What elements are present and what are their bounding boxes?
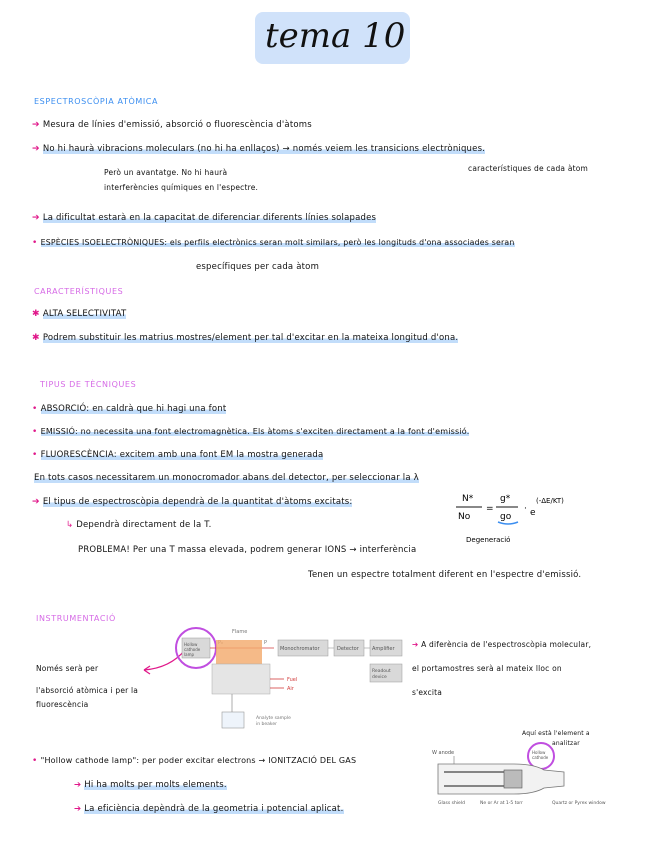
svg-text:Readout: Readout [372,669,391,674]
arrow-icon: ➔ [74,780,85,790]
paragraph: En tots casos necessitarem un monocromador abans del detector, per seleccionar la λ [34,473,419,483]
section-heading-techniques: TIPUS DE TÈCNIQUES [40,380,137,389]
svg-text:Flame: Flame [232,629,248,635]
paragraph: PROBLEMA! Per una T massa elevada, podrem generar IONS → interferència [78,545,417,555]
svg-text:Amplifier: Amplifier [372,646,395,652]
note-text: analitzar [552,740,580,747]
list-item: ➔ La eficiència depèndrà de la geometria i potencial aplicat. [74,804,344,814]
list-item: ➔ El tipus de espectroscòpia dependrà de la quantitat d'àtoms excitats: [32,497,353,507]
note-text: s'excita [412,688,443,697]
bullet-icon: • [32,756,41,766]
note-text: ➔ A diferència de l'espectroscòpia molecular, [412,640,592,649]
list-item: ✱ ALTA SELECTIVITAT [32,309,127,319]
hollow-cathode-lamp-diagram [424,742,606,812]
section-heading-instrumentation: INSTRUMENTACIÓ [36,614,116,623]
note-text: fluorescència [36,700,89,709]
svg-text:device: device [372,675,387,680]
svg-text:cathode: cathode [184,647,201,652]
svg-text:Hollow: Hollow [532,750,546,755]
svg-text:Ne or Ar at 1-5 torr: Ne or Ar at 1-5 torr [480,801,523,806]
page-title: tema 10 [265,16,406,56]
note-text: el portamostres serà al mateix lloc on [412,664,562,673]
note-text: Només serà per [36,664,99,673]
svg-text:Air: Air [287,686,294,692]
list-item: ✱ Podrem substituir les matrius mostres/element per tal d'excitar en la mateixa longitud d'ona. [32,333,459,343]
list-item: • ABSORCIÓ: en caldrà que hi hagi una font [32,404,227,414]
note-text: l'absorció atòmica i per la [36,686,139,695]
svg-text:Detector: Detector [337,646,359,652]
svg-text:cathode: cathode [532,755,549,760]
note-text: interferències químiques en l'espectre. [104,183,259,192]
svg-text:Monochromator: Monochromator [280,646,320,652]
arrow-icon: ➔ [74,804,85,814]
note-text: específiques per cada àtom [196,262,320,272]
star-icon: ✱ [32,333,43,343]
list-item: ➔ Mesura de línies d'emissió, absorció o fluorescència d'àtoms [32,120,312,130]
svg-text:lamp: lamp [184,652,194,657]
section-heading-characteristics: CARACTERÍSTIQUES [34,287,124,296]
svg-text:Glass shield: Glass shield [438,801,465,806]
bullet-icon: • [32,404,41,414]
bullet-icon: • [32,427,41,437]
bullet-icon: • [32,450,41,460]
star-icon: ✱ [32,309,43,319]
list-item: ➔ La dificultat estarà en la capacitat de diferenciar diferents línies solapades [32,213,377,223]
list-item: • ESPÈCIES ISOELECTRÒNIQUES: els perfils electrònics seran molt similars, però les longituds d'ona associades seran [32,238,515,248]
list-item: ➔ Hi ha molts per molts elements. [74,780,227,790]
section-heading-atomic: ESPECTROSCÒPIA ATÒMICA [34,97,159,106]
arrow-icon: ➔ [32,120,43,130]
list-item: • FLUORESCÈNCIA: excitem amb una font EM la mostra generada [32,450,324,460]
note-text: Però un avantatge. No hi haurà [104,168,228,177]
svg-text:Degeneració: Degeneració [466,536,511,544]
arrow-icon: ➔ [412,640,422,649]
list-item: • "Hollow cathode lamp": per poder excitar electrons → IONITZACIÓ DEL GAS [32,756,357,766]
list-item: ➔ No hi haurà vibracions moleculars (no hi ha enllaços) → només veiem les transicions electròniques. [32,144,486,154]
svg-text:g*: g* [500,494,511,504]
svg-text:go: go [500,512,512,522]
list-item: • EMISSIÓ: no necessita una font electromagnètica. Els àtoms s'exciten directament a la font d'emissió. [32,427,470,437]
list-item: ↳ Dependrà directament de la T. [66,520,212,530]
arrow-icon: ➔ [32,144,43,154]
svg-text:Quartz or Pyrex window: Quartz or Pyrex window [552,801,606,806]
lamp-label: Hollow [184,642,198,647]
svg-text:Fuel: Fuel [287,677,298,683]
paragraph: Tenen un espectre totalment diferent en l'espectre d'emissió. [308,570,582,580]
note-text: Aquí està l'element a [522,730,590,737]
return-arrow-icon: ↳ [66,520,77,530]
svg-text:·: · [524,504,527,514]
svg-text:in beaker: in beaker [256,722,277,727]
arrow-icon: ➔ [32,213,43,223]
svg-text:=: = [486,504,494,514]
svg-text:Analyte sample: Analyte sample [256,716,291,721]
note-text: característiques de cada àtom [468,164,589,173]
svg-text:N*: N* [462,494,474,504]
aas-instrument-diagram [174,624,406,732]
svg-text:P: P [264,640,268,646]
svg-text:(-ΔE/KT): (-ΔE/KT) [536,497,564,505]
bullet-icon: • [32,238,41,248]
arrow-icon: ➔ [32,497,43,507]
svg-text:No: No [458,512,471,522]
boltzmann-formula [452,488,572,546]
svg-text:W anode: W anode [432,750,455,756]
svg-text:e: e [530,508,536,518]
